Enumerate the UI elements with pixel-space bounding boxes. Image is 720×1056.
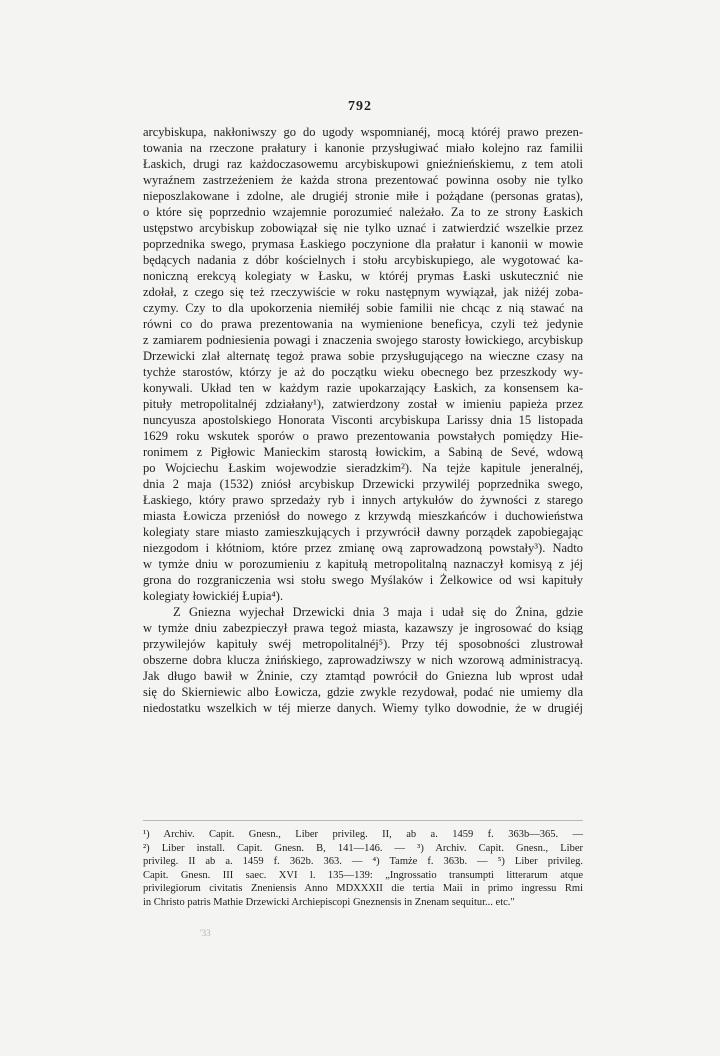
text-line: będących nadania z dóbr kościelnych i stołu arcybiskupiego, ale wygotować ka- <box>143 253 583 267</box>
text-line: Łaskich, drugi raz każdoczasowemu arcybiskupowi gnieźnieńskiemu, z tem atoli <box>143 157 583 171</box>
text-line: kolegiaty łowickiéj Łupia⁴). <box>143 589 284 603</box>
text-line: 1629 roku wskutek sporów o prawo prezentowania powstałych pomiędzy Hie- <box>143 429 583 443</box>
footnote-line: ²) Liber install. Capit. Gnesn. B, 141—146. — ³) Archiv. Capit. Gnesn., Liber <box>143 842 583 854</box>
text-line: Jak długo bawił w Żninie, czy ztamtąd powrócił do Gniezna lub wprost udał <box>143 669 583 683</box>
text-line: niezgodom i kłótniom, które przez zmianę ową zaprowadzoną powstały³). Nadto <box>143 541 583 555</box>
footnote-line: privileg. II ab a. 1459 f. 362b. 363. — ⁴) Tamże f. 363b. — ⁵) Liber privileg. <box>143 856 583 867</box>
text-line: towania na rzeczone prałatury i kanonie przysługiwać miało kolejno raz familii <box>143 141 583 155</box>
footnote-line: ¹) Archiv. Capit. Gnesn., Liber privileg. II, ab a. 1459 f. 363b—365. — <box>143 829 583 840</box>
text-line: w tymże dniu zabezpieczył prawa tegoż miasta, kazawszy je ingrosować do ksiąg <box>143 621 583 635</box>
text-line: nuncyusza apostolskiego Honorata Visconti arcybiskupa Larissy dnia 15 listopada <box>143 413 583 427</box>
text-line: pituły metropolitalnéj zdziałany¹), zatwierdzony został w imieniu papieża przez <box>143 397 583 411</box>
text-line: czymy. Czy to dla upokorzenia niemiłéj sobie familii nie chcąc z nią stawać na <box>143 301 583 315</box>
text-line: po Wojciechu Łaskim wojewodzie sieradzkim²). Na tejże kapitule jeneralnéj, <box>143 461 583 475</box>
footnote-divider <box>143 820 583 821</box>
text-line: równi co do prawa prezentowania na wymienione beneficya, czyli też jedynie <box>143 317 583 331</box>
text-line: zdołał, z czego się też rzeczywiście w roku następnym wywiązał, jak niżéj zoba- <box>143 285 583 299</box>
text-line: nieposzlakowane i zdolne, ale drugiéj stronie miłe i pożądane (personas gratas), <box>143 189 583 203</box>
page-number: 792 <box>348 99 372 114</box>
text-line: tychże starostów, którzy je aż do początku wieku obecnego bez przeszkody wy- <box>143 365 583 379</box>
text-line: obszerne dobra klucza żnińskiego, zaprowadziwszy w nich wzorową administracyą. <box>143 653 583 667</box>
footnote-line: privilegiorum civitatis Zneniensis Anno MDXXXII die tertia Maii in primo ingressu Rmi <box>143 883 583 894</box>
text-line: niedostatku wszelkich w téj mierze danych. Wiemy tylko dowodnie, że w drugiéj <box>143 701 583 715</box>
text-line: o które się poprzednio wzajemnie porozumieć należało. Za to ze strony Łaskich <box>143 205 583 219</box>
text-line: Łaskiego, który prawo sprzedaży ryb i innych artykułów do żywności z starego <box>143 493 583 507</box>
page-stamp: '33 <box>200 928 211 938</box>
text-line: ronimem z Pigłowic Manieckim starostą łowickim, a Sabiną de Sevé, wdową <box>143 445 583 459</box>
text-line: miasta Łowicza przeniósł do nowego z krzywdą mieszkańców i duchowieństwa <box>143 509 583 523</box>
footnote-line: in Christo patris Mathie Drzewicki Archiepiscopi Gneznensis in Znenam sequitur... etc." <box>143 896 515 908</box>
footnotes <box>143 828 583 909</box>
text-line: kolegiaty stare miasto zamieszkujących i przywrócił dawny porządek zapobiegając <box>143 525 583 539</box>
text-line: przywilejów kapituły swéj metropolitalnéj⁵). Przy téj sposobności zlustrował <box>143 637 583 651</box>
text-line: arcybiskupa, nakłoniwszy go do ugody wspomnianéj, mocą któréj prawo prezen- <box>143 125 583 139</box>
text-line: ustępstwo arcybiskup zobowiązał się nie tylko uznać i zatwierdzić wszelkie przez <box>143 221 583 235</box>
text-line: wyraźnem zastrzeżeniem że każda strona prezentować powinna osoby nie tylko <box>143 173 583 187</box>
main-text <box>143 124 583 716</box>
text-line: z zamiarem podniesienia powagi i znaczenia swojego starosty łowickiego, arcybiskup <box>143 333 583 347</box>
text-line: grona do rozgraniczenia wsi stołu swego Myślaków i Żelkowice od wsi kapituły <box>143 573 583 587</box>
text-line: poprzednika swego, prymasa Łaskiego poczynione dla prałatur i kanonii w mowie <box>143 237 583 251</box>
text-line: dnia 2 maja (1532) zniósł arcybiskup Drzewicki przywiléj poprzednika swego, <box>143 477 583 491</box>
footnote-line: Capit. Gnesn. III saec. XVI l. 135—139: „Ingrossatio transumpti litterarum atque <box>143 869 583 881</box>
text-line: konywali. Układ ten w każdym razie upokarzający Łaskich, za konsensem ka- <box>143 381 583 395</box>
text-line: Z Gniezna wyjechał Drzewicki dnia 3 maja i udał się do Żnina, gdzie <box>173 605 583 619</box>
text-line: noniczną erekcyą kolegiaty w Łasku, w któréj prymas Łaski uskutecznić nie <box>143 269 583 283</box>
text-line: w tymże dniu w porozumieniu z kapitułą metropolitalną naznaczył komisyą z jéj <box>143 557 583 571</box>
text-line: Drzewicki zlał alternatę tegoż prawa sobie przysługującego na wieczne czasy na <box>143 349 583 363</box>
text-line: się do Skierniewic albo Łowicza, gdzie zwykle rezydował, podać nie umiemy dla <box>143 685 583 699</box>
